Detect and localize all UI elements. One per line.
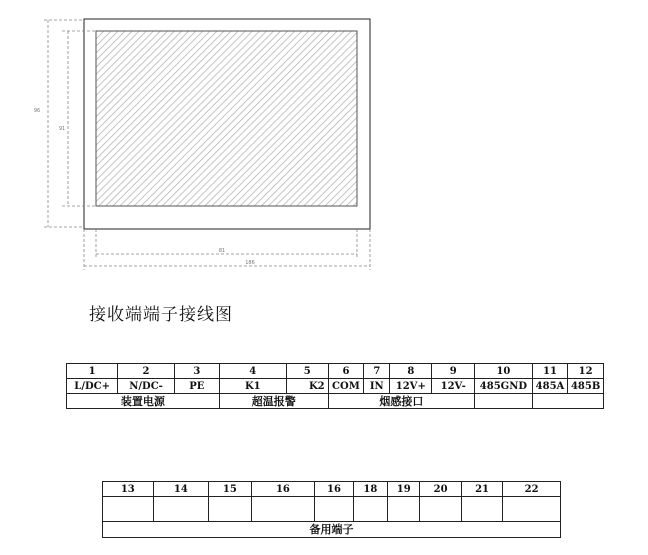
terminal-number: 12 — [568, 364, 604, 379]
dim-label-width-outer: 186 — [245, 260, 255, 266]
terminal-number: 3 — [174, 364, 219, 379]
spare-group-row — [103, 522, 561, 538]
terminal-number: 8 — [390, 364, 432, 379]
spare-terminal-number: 15 — [209, 482, 251, 497]
terminal-number: 1 — [67, 364, 118, 379]
spare-blank-cell — [461, 497, 502, 522]
terminal-number: 10 — [475, 364, 533, 379]
width-dimension-inner — [96, 229, 357, 258]
terminal-label: N/DC- — [118, 379, 175, 394]
terminal-label: 485B — [568, 379, 604, 394]
spare-blank-cell — [420, 497, 461, 522]
spare-terminal-number: 13 — [103, 482, 154, 497]
spare-blank-cell — [103, 497, 154, 522]
terminal-label: L/DC+ — [67, 379, 118, 394]
group-empty — [475, 394, 533, 409]
spare-blank-cell — [388, 497, 420, 522]
terminal-label: 485A — [532, 379, 568, 394]
width-dimension-outer — [84, 229, 370, 270]
terminal-number: 4 — [219, 364, 286, 379]
terminal-label: K1 — [219, 379, 286, 394]
spare-terminal-number: 18 — [353, 482, 387, 497]
terminal-number: 11 — [532, 364, 568, 379]
terminal-label: COM — [328, 379, 364, 394]
spare-terminal-table — [102, 481, 561, 538]
terminal-number: 9 — [432, 364, 475, 379]
spare-terminal-number: 21 — [461, 482, 502, 497]
group-empty — [532, 394, 603, 409]
dim-label-height-outer: 96 — [33, 108, 41, 114]
spare-terminal-number: 19 — [388, 482, 420, 497]
terminal-label: IN — [364, 379, 390, 394]
spare-number-row — [103, 482, 561, 497]
terminal-number: 2 — [118, 364, 175, 379]
spare-terminal-number: 22 — [503, 482, 561, 497]
spare-terminal-number: 16 — [315, 482, 353, 497]
spare-blank-cell — [251, 497, 315, 522]
spare-terminal-number: 16 — [251, 482, 315, 497]
terminal-number: 6 — [328, 364, 364, 379]
group-smoke-interface: 烟感接口 — [328, 394, 475, 409]
terminal-number: 7 — [364, 364, 390, 379]
display-area — [96, 31, 357, 206]
terminal-label: 12V+ — [390, 379, 432, 394]
terminal-label: PE — [174, 379, 219, 394]
spare-blank-row — [103, 497, 561, 522]
group-spare-terminals: 备用端子 — [103, 522, 561, 538]
spare-blank-cell — [503, 497, 561, 522]
spare-terminal-number: 14 — [153, 482, 209, 497]
group-overtemp-alarm: 超温报警 — [219, 394, 328, 409]
dim-label-width-inner: 81 — [218, 248, 226, 254]
spare-blank-cell — [153, 497, 209, 522]
spare-blank-cell — [209, 497, 251, 522]
terminal-number-row — [67, 364, 604, 379]
group-power: 装置电源 — [67, 394, 220, 409]
terminal-label-row — [67, 379, 604, 394]
terminal-group-row — [67, 394, 604, 409]
terminal-label: 12V- — [432, 379, 475, 394]
terminal-number: 5 — [286, 364, 328, 379]
terminal-label: K2 — [286, 379, 328, 394]
receiver-terminal-table — [66, 363, 604, 409]
wiring-diagram-title: 接收端端子接线图 — [89, 305, 233, 325]
height-dimension-outer — [44, 20, 84, 227]
dim-label-height-inner: 91 — [58, 126, 66, 132]
spare-terminal-number: 20 — [420, 482, 461, 497]
spare-blank-cell — [315, 497, 353, 522]
terminal-label: 485GND — [475, 379, 533, 394]
spare-blank-cell — [353, 497, 387, 522]
